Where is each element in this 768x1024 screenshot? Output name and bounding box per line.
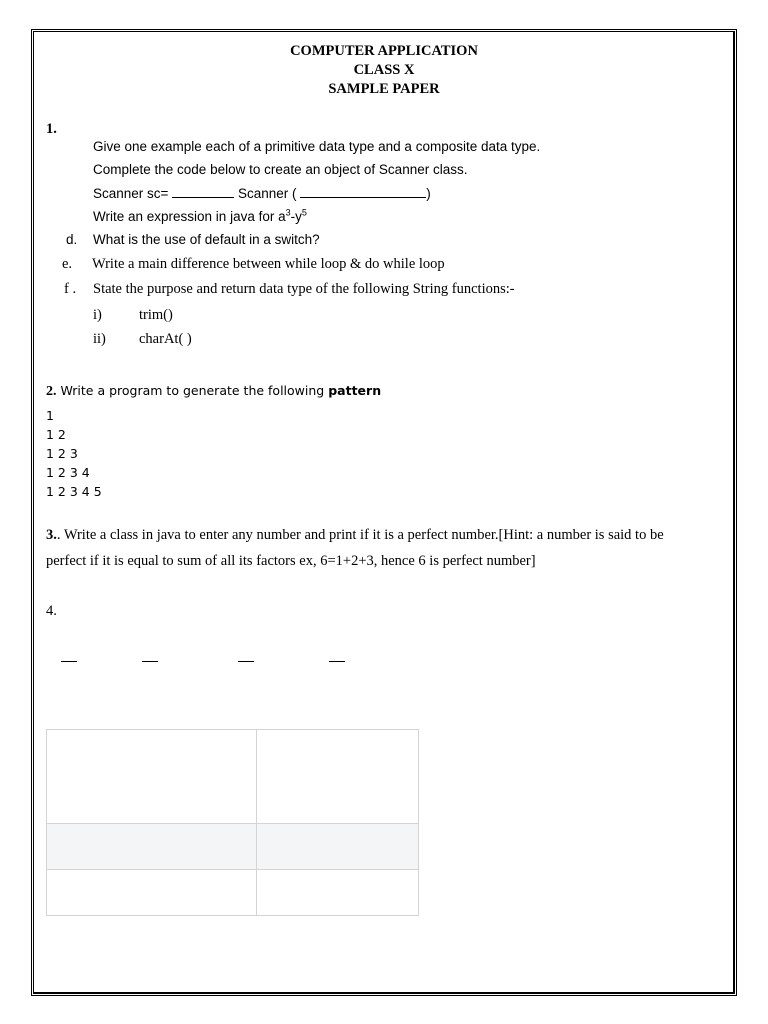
q1-fii-text: charAt( ) [139, 331, 192, 347]
pattern-row-4: 1 2 3 4 [46, 465, 90, 480]
q1-fi-label: i) [93, 307, 102, 323]
table-row [47, 730, 419, 824]
table-cell [47, 730, 257, 824]
q2-line [46, 383, 381, 400]
q1-f-label: f . [64, 281, 77, 297]
q1-c-part1: Scanner sc= [93, 186, 169, 201]
q3-dot: . [56, 527, 61, 543]
q1-expr-text: Write an expression in java for a [93, 209, 286, 224]
q1-fi-text: trim() [139, 307, 173, 323]
blank-1 [172, 186, 234, 198]
pattern-row-2: 1 2 [46, 427, 66, 442]
q1-number: 1. [46, 121, 57, 137]
q1-c-part3: ) [426, 186, 431, 201]
pattern-row-1: 1 [46, 408, 54, 423]
q3-text-line2: perfect if it is equal to sum of all its factors ex, 6=1+2+3, hence 6 is perfect number] [46, 553, 536, 569]
pattern-row-3: 1 2 3 [46, 446, 78, 461]
dash-1 [61, 661, 77, 662]
dash-2 [142, 661, 158, 662]
q1-expr-line [93, 209, 307, 224]
header-subject: COMPUTER APPLICATION [290, 43, 478, 59]
table-cell [257, 824, 419, 870]
q1-a-text: Give one example each of a primitive data type and a composite data type. [93, 139, 541, 154]
answer-table [46, 729, 419, 916]
q1-b-text: Complete the code below to create an object of Scanner class. [93, 162, 468, 177]
table-row [47, 824, 419, 870]
q1-c-part2: Scanner ( [237, 186, 297, 201]
q1-e-label: e. [62, 256, 73, 272]
blank-2 [300, 186, 426, 198]
header-paper: SAMPLE PAPER [328, 81, 440, 97]
q1-expr-mid: -y [290, 209, 302, 224]
q1-fii-label: ii) [93, 331, 106, 347]
q1-d-label: d. [66, 232, 78, 247]
q3-text-line1: Write a class in java to enter any number and print if it is a perfect number.[Hint: a number is said to be [63, 527, 664, 543]
q1-expr-sup2: 5 [301, 207, 307, 218]
q4-number: 4. [46, 603, 57, 619]
q1-expr-sup1: 3 [285, 207, 291, 218]
header-class: CLASS X [353, 62, 415, 78]
table-cell [47, 824, 257, 870]
table-row [47, 870, 419, 916]
q2-bold: pattern [328, 383, 382, 398]
q3-number: 3. [46, 527, 57, 543]
q1-d-text: What is the use of default in a switch? [93, 232, 320, 247]
q3-line1 [46, 527, 664, 544]
q1-f-text: State the purpose and return data type of the following String functions:- [93, 281, 515, 297]
dash-3 [238, 661, 254, 662]
q2-number: 2. [46, 384, 57, 399]
pattern-row-5: 1 2 3 4 5 [46, 484, 102, 499]
table-cell [257, 730, 419, 824]
q1-e-text: Write a main difference between while loop & do while loop [92, 256, 445, 272]
table-cell [47, 870, 257, 916]
dash-4 [329, 661, 345, 662]
q1-c-line [93, 186, 431, 201]
table-cell [257, 870, 419, 916]
q2-text: Write a program to generate the following [60, 383, 325, 398]
